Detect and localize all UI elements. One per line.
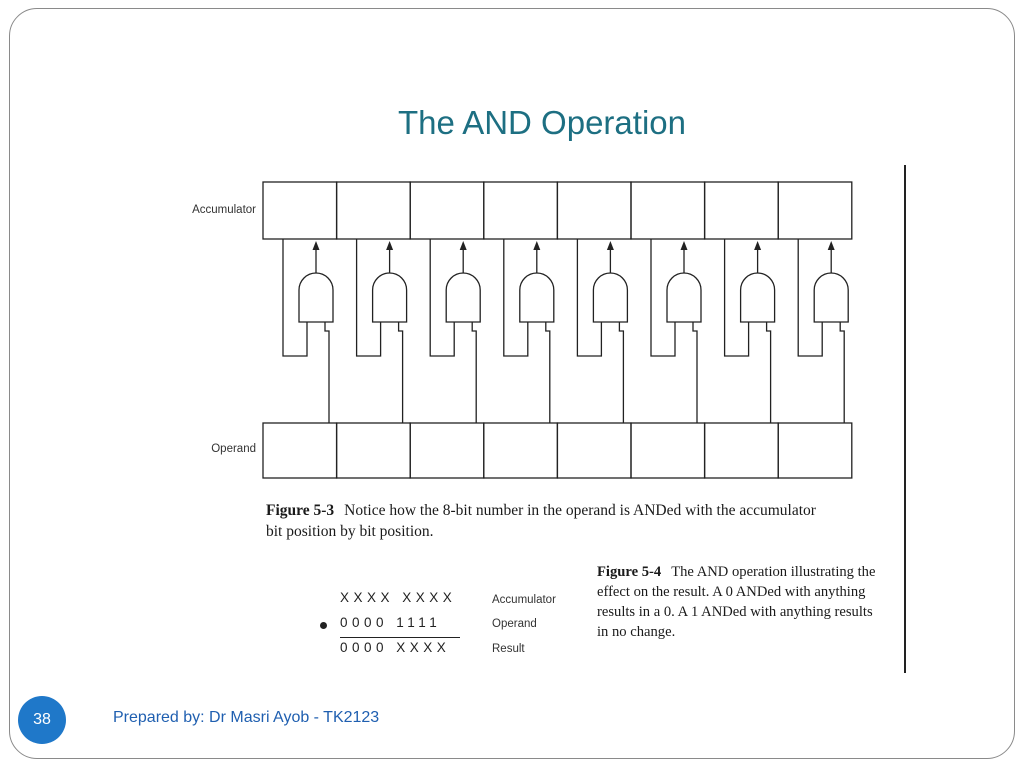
figure-5-4-text: The AND operation illustrating the effect on the result. A 0 ANDed with anything results in a 0. A 1 ANDed with anything results in no change. [597, 564, 876, 640]
accumulator-bits: XXXX XXXX [340, 590, 457, 605]
operand-bit-cell [337, 423, 411, 478]
accumulator-bit-cell [263, 182, 337, 239]
accumulator-feedback-wire [283, 239, 307, 356]
and-gate-icon [373, 273, 407, 322]
figure-5-3-label: Figure 5-3 [266, 502, 335, 519]
footer-credit: Prepared by: Dr Masri Ayob - TK2123 [113, 709, 380, 726]
and-gate [725, 239, 775, 423]
accumulator-bit-cell [778, 182, 852, 239]
page-number-badge: 38 [18, 696, 66, 744]
accumulator-bit-cell [410, 182, 484, 239]
operand-input-wire [767, 322, 771, 423]
and-gate [577, 239, 627, 423]
operand-row-label: Operand [492, 618, 537, 630]
bullet-icon [320, 622, 327, 629]
arrow-up-icon [313, 241, 320, 250]
result-bits: 0000 XXXX [340, 640, 451, 655]
figure-5-4-label: Figure 5-4 [597, 564, 662, 580]
operand-input-wire [472, 322, 476, 423]
and-gate [798, 239, 848, 423]
arrow-up-icon [681, 241, 688, 250]
result-row-label: Result [492, 643, 525, 655]
figure-5-4-caption [597, 562, 877, 642]
accumulator-bit-cell [631, 182, 705, 239]
and-gate [430, 239, 480, 423]
arrow-up-icon [533, 241, 540, 250]
figure-5-3-text: Notice how the 8-bit number in the operand is ANDed with the accumulator bit position by bit position. [266, 502, 816, 540]
operand-bit-cell [410, 423, 484, 478]
arrow-up-icon [754, 241, 761, 250]
operand-label: Operand [211, 443, 256, 455]
arrow-up-icon [386, 241, 393, 250]
operand-input-wire [840, 322, 844, 423]
operand-input-wire [619, 322, 623, 423]
accumulator-bit-cell [484, 182, 558, 239]
accumulator-feedback-wire [504, 239, 528, 356]
accumulator-feedback-wire [357, 239, 381, 356]
operand-input-wire [693, 322, 697, 423]
operand-input-wire [399, 322, 403, 423]
arrow-up-icon [607, 241, 614, 250]
operand-input-wire [325, 322, 329, 423]
operand-bit-cell [557, 423, 631, 478]
arrow-up-icon [460, 241, 467, 250]
operand-bit-cell [705, 423, 779, 478]
operand-input-wire [546, 322, 550, 423]
and-gate-icon [667, 273, 701, 322]
accumulator-feedback-wire [798, 239, 822, 356]
operand-bits: 0000 1111 [340, 615, 442, 630]
operand-bit-cell [484, 423, 558, 478]
accumulator-register [263, 182, 852, 239]
accumulator-label: Accumulator [192, 204, 256, 216]
and-gate-icon [299, 273, 333, 322]
operand-bit-cell [778, 423, 852, 478]
and-gate-icon [520, 273, 554, 322]
figure-5-3-caption [266, 500, 826, 542]
operand-bit-cell [631, 423, 705, 478]
and-gate-array [283, 239, 848, 423]
result-rule [340, 637, 460, 638]
operand-bit-cell [263, 423, 337, 478]
arrow-up-icon [828, 241, 835, 250]
accumulator-bit-cell [705, 182, 779, 239]
and-gate-icon [446, 273, 480, 322]
accumulator-feedback-wire [651, 239, 675, 356]
and-gate [357, 239, 407, 423]
and-gate [651, 239, 701, 423]
and-gate-icon [741, 273, 775, 322]
accumulator-feedback-wire [430, 239, 454, 356]
and-gate-icon [593, 273, 627, 322]
slide-title: The AND Operation [398, 104, 686, 141]
accumulator-feedback-wire [725, 239, 749, 356]
operand-register [263, 423, 852, 478]
accumulator-feedback-wire [577, 239, 601, 356]
accumulator-row-label: Accumulator [492, 594, 556, 606]
and-gate [504, 239, 554, 423]
and-gate [283, 239, 333, 423]
and-gate-icon [814, 273, 848, 322]
accumulator-bit-cell [557, 182, 631, 239]
accumulator-bit-cell [337, 182, 411, 239]
